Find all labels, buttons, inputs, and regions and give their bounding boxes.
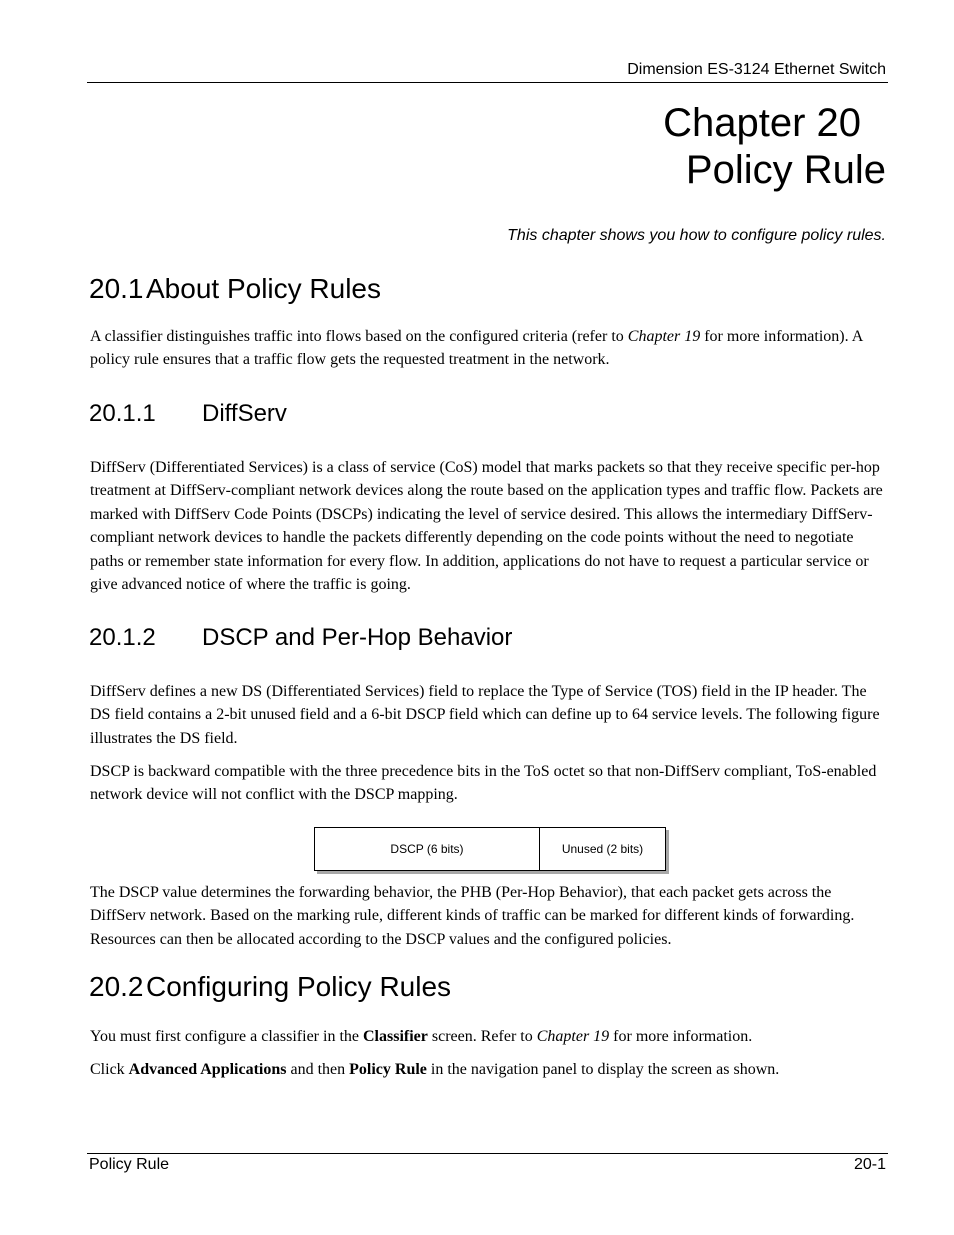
section-number: 20.2 bbox=[89, 971, 144, 1002]
text-run: A classifier distinguishes traffic into flows based on the configured criteria (refer to bbox=[90, 328, 628, 345]
chapter-name: Policy Rule bbox=[685, 148, 886, 192]
chapter-title bbox=[663, 100, 886, 194]
text-run: screen. Refer to bbox=[427, 1028, 537, 1045]
ds-field-dscp-cell: DSCP (6 bits) bbox=[315, 828, 540, 870]
text-run: You must first configure a classifier in the bbox=[90, 1028, 363, 1045]
section-title: Configuring Policy Rules bbox=[146, 971, 452, 1002]
section-heading-20-1-2 bbox=[89, 624, 512, 652]
section-title: DSCP and Per-Hop Behavior bbox=[202, 624, 513, 651]
ui-term-classifier: Classifier bbox=[363, 1028, 428, 1045]
footer-chapter-name: Policy Rule bbox=[89, 1156, 170, 1173]
ds-field-figure bbox=[314, 827, 666, 871]
section-title: DiffServ bbox=[202, 400, 287, 427]
ui-term-policy-rule: Policy Rule bbox=[349, 1061, 427, 1078]
text-run: Click bbox=[90, 1061, 129, 1078]
paragraph-dscp-compat: DSCP is backward compatible with the three precedence bits in the ToS octet so that non-DiffServ compliant, ToS-enabled network device will not conflict with the DSCP mapping. bbox=[90, 763, 877, 804]
chapter-reference-link: Chapter 19 bbox=[627, 328, 701, 345]
ds-field-unused-cell: Unused (2 bits) bbox=[561, 842, 644, 856]
section-title: About Policy Rules bbox=[146, 273, 382, 304]
header-rule bbox=[87, 82, 888, 83]
footer-rule bbox=[87, 1153, 888, 1154]
chapter-label: Chapter 20 bbox=[663, 101, 861, 145]
section-heading-20-1-1 bbox=[89, 400, 287, 428]
paragraph-diffserv: DiffServ (Differentiated Services) is a class of service (CoS) model that marks packets so that they receive specific per-hop treatment at DiffServ-compliant network devices along the route based on the application types and traffic flow. Packets are marked with DiffServ Code Points (DSCPs) indicating the level of service desired. This allows the intermediary DiffServ-compliant network devices to handle the packets differently depending on the code points without the need to negotiate paths or remember state information for every flow. In addition, applications do not have to request a particular service or give advanced notice of where the traffic is going. bbox=[90, 459, 883, 594]
text-run: for more information. bbox=[609, 1028, 753, 1045]
section-heading-20-2 bbox=[89, 971, 451, 1003]
section-number: 20.1.2 bbox=[89, 624, 156, 651]
paragraph-classifier-intro bbox=[90, 325, 890, 372]
section-heading-20-1 bbox=[89, 273, 381, 305]
header-product-name: Dimension ES-3124 Ethernet Switch bbox=[627, 61, 886, 78]
paragraph-ds-field: DiffServ defines a new DS (Differentiated Services) field to replace the Type of Service (TOS) field in the IP header. The DS field contains a 2-bit unused field and a 6-bit DSCP field which can define up to 64 service levels. The following figure illustrates the DS field. bbox=[90, 683, 880, 747]
chapter-reference-link: Chapter 19 bbox=[536, 1028, 610, 1045]
chapter-intro: This chapter shows you how to configure policy rules. bbox=[507, 227, 886, 244]
paragraph-dscp-value: The DSCP value determines the forwarding behavior, the PHB (Per-Hop Behavior), that each packet gets across the DiffServ network. Based on the marking rule, different kinds of traffic can be marked for different kinds of forwarding. Resources can then be allocated according to the DSCP values and the configured policies. bbox=[90, 884, 855, 948]
section-number: 20.1.1 bbox=[89, 400, 156, 427]
section-number: 20.1 bbox=[89, 273, 144, 304]
text-run: in the navigation panel to display the screen as shown. bbox=[426, 1061, 780, 1078]
ui-term-advanced-applications: Advanced Applications bbox=[128, 1061, 287, 1078]
text-run: and then bbox=[286, 1061, 350, 1078]
footer-page-number: 20-1 bbox=[853, 1156, 886, 1173]
paragraph-navigation bbox=[90, 1058, 890, 1081]
text-run: for more information). A policy rule ensures that a traffic flow gets the requested treatment in the network. bbox=[90, 328, 863, 369]
paragraph-configure-classifier bbox=[90, 1025, 890, 1048]
